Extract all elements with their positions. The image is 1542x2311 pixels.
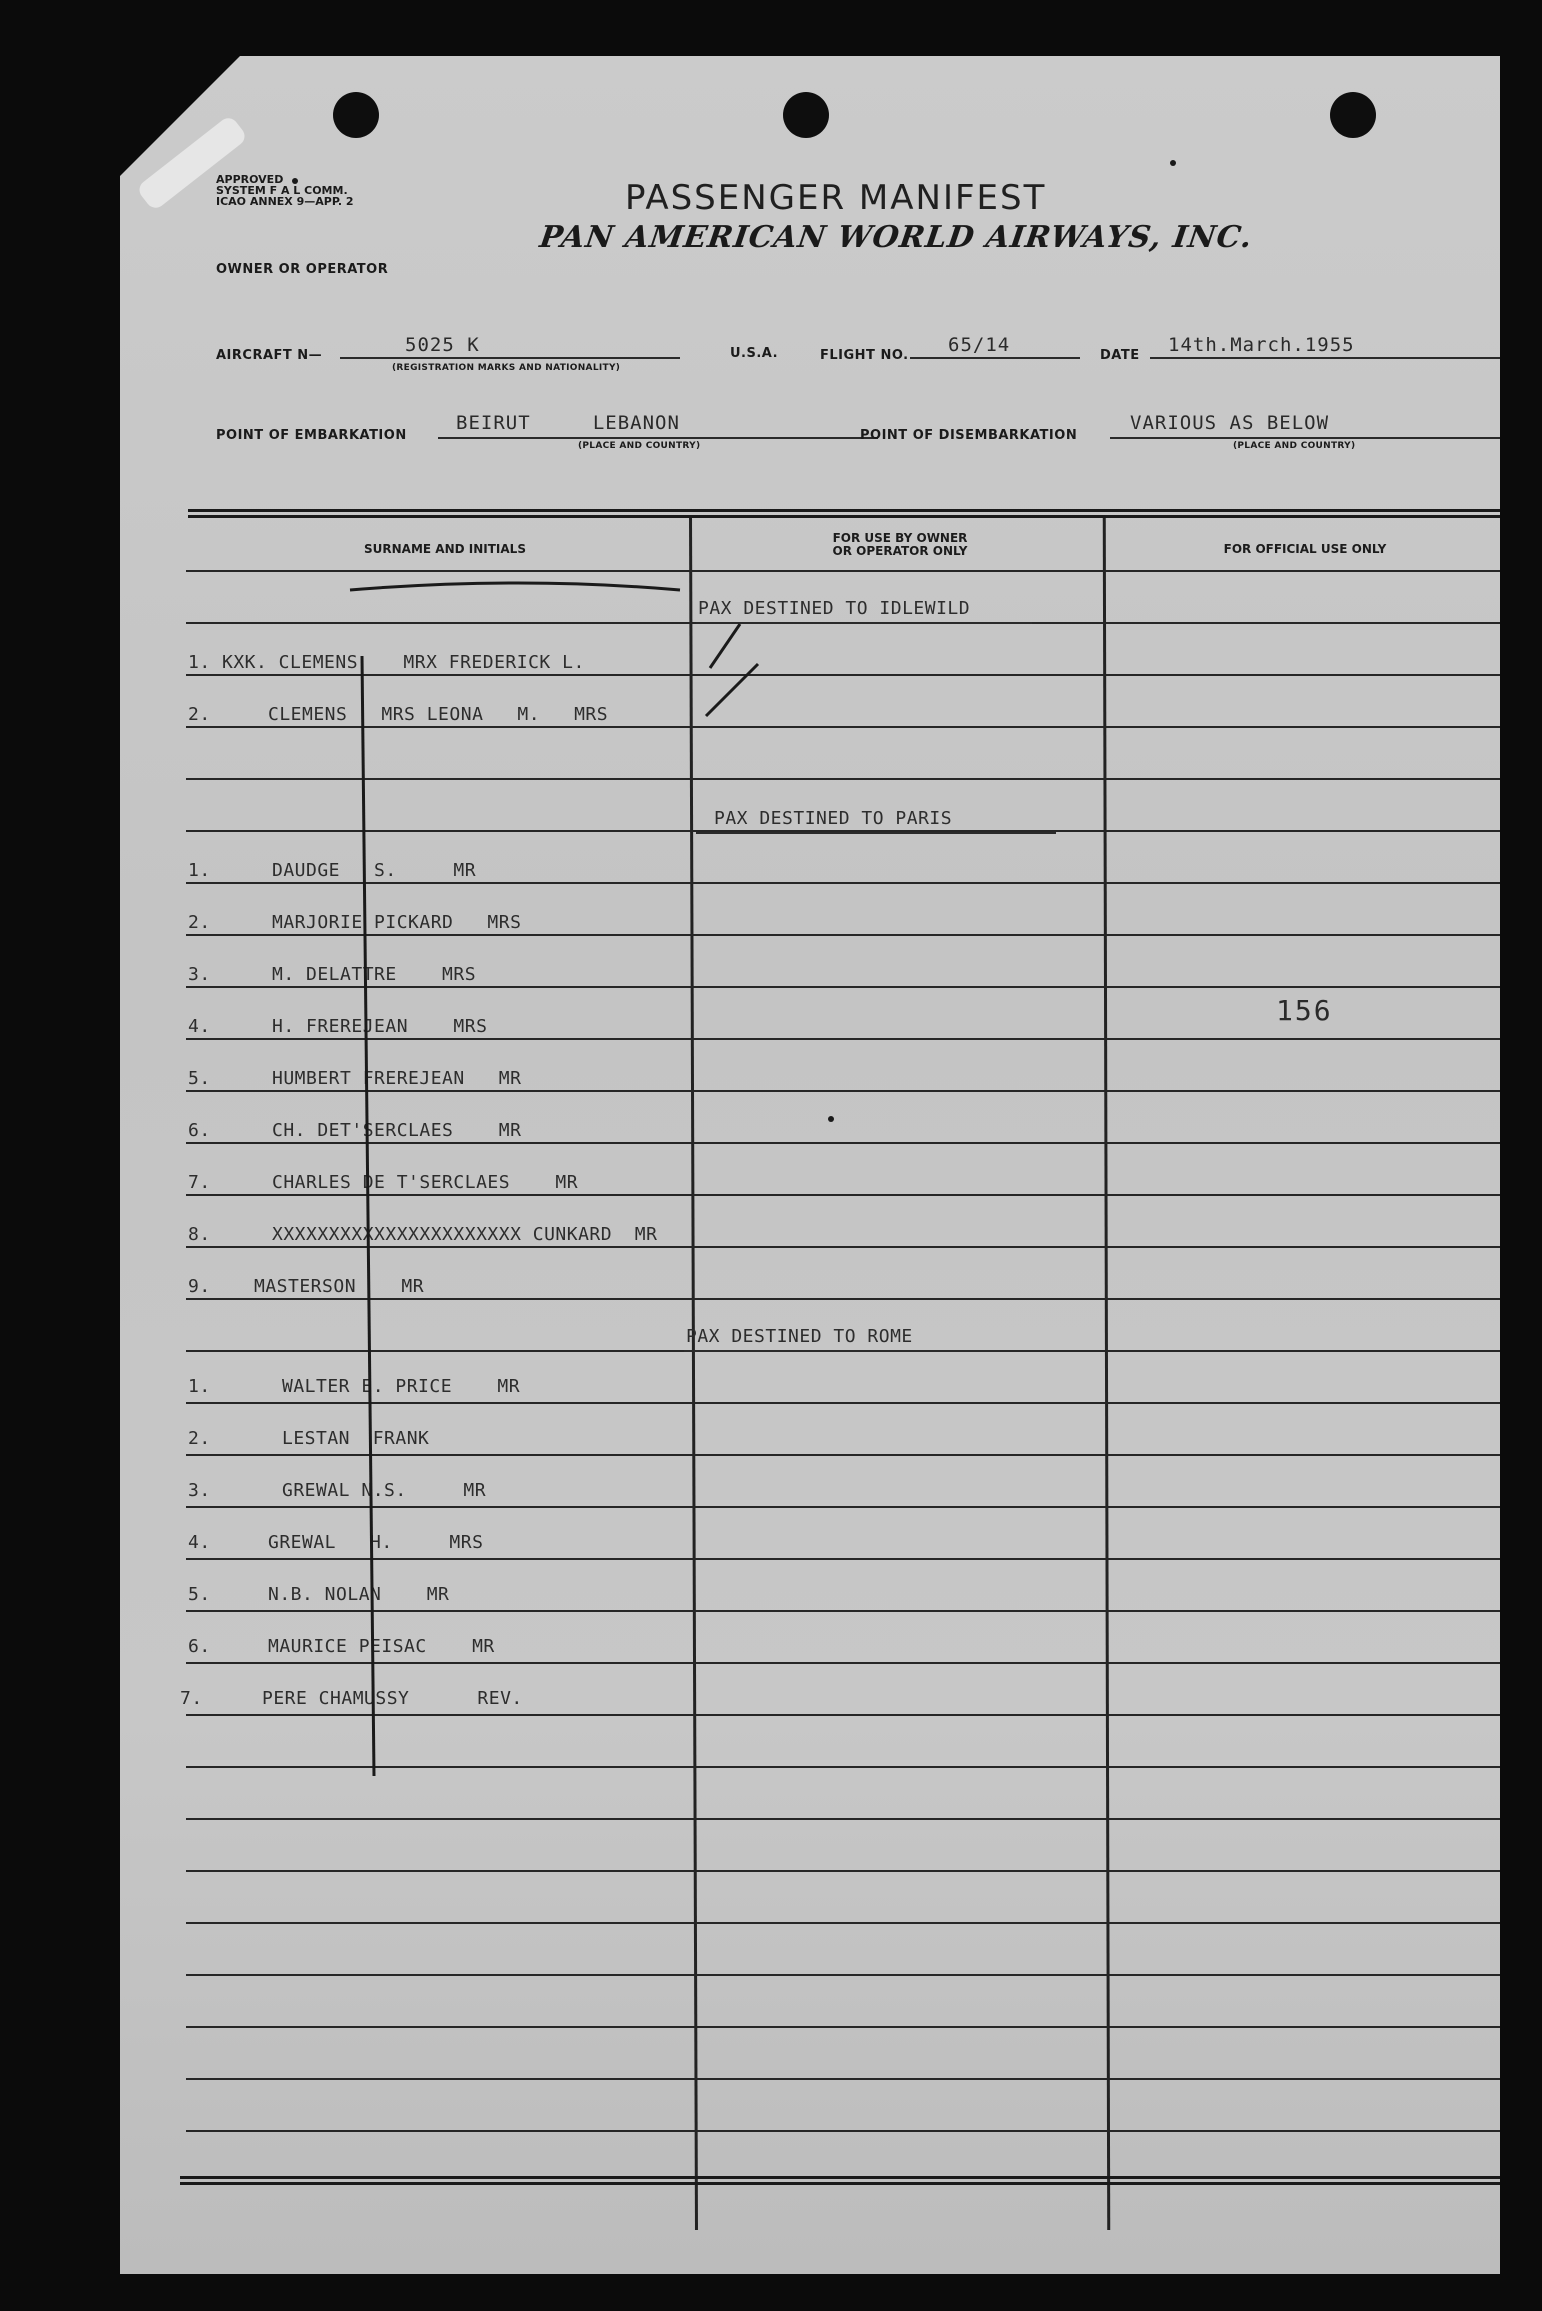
bottom-double-rule	[180, 2176, 1500, 2179]
section-heading-rome: PAX DESTINED TO ROME	[686, 1326, 913, 1347]
embarkation-sublabel: (PLACE AND COUNTRY)	[578, 441, 701, 451]
embarkation-value: BEIRUT LEBANON	[456, 412, 680, 434]
official-use-number: 156	[1276, 994, 1333, 1027]
row-number: 4.	[188, 1016, 211, 1037]
passenger-name: CLEMENS MRS LEONA M. MRS	[268, 704, 609, 725]
row-number: 2.	[188, 704, 211, 725]
row-number: 1.	[188, 652, 211, 673]
passenger-name: H. FREREJEAN MRS	[272, 1016, 488, 1037]
flight-label: FLIGHT NO.	[820, 348, 909, 363]
row-number: 8.	[188, 1224, 211, 1245]
passenger-name: PERE CHAMUSSY REV.	[262, 1688, 523, 1709]
disembarkation-label: POINT OF DISEMBARKATION	[860, 428, 1078, 443]
aircraft-label: AIRCRAFT N—	[216, 348, 323, 363]
disembarkation-sublabel: (PLACE AND COUNTRY)	[1233, 441, 1356, 451]
aircraft-value: 5025 K	[405, 334, 480, 356]
row-number: 6.	[188, 1120, 211, 1141]
section-heading-idlewild: PAX DESTINED TO IDLEWILD	[698, 598, 971, 619]
row-number: 5.	[188, 1584, 211, 1605]
passenger-name: MARJORIE PICKARD MRS	[272, 912, 522, 933]
row-number: 9.	[188, 1276, 211, 1297]
row-number: 1.	[188, 860, 211, 881]
official-use-column-header: FOR OFFICIAL USE ONLY	[1223, 542, 1387, 556]
company-name: PAN AMERICAN WORLD AIRWAYS, INC.	[537, 220, 1255, 255]
check-mark	[710, 624, 740, 668]
row-number: 7.	[180, 1688, 203, 1709]
pen-stroke	[350, 583, 680, 590]
flight-value: 65/14	[948, 334, 1011, 356]
row-number: 5.	[188, 1068, 211, 1089]
owner-use-column-header: FOR USE BY OWNER OR OPERATOR ONLY	[832, 531, 968, 558]
passenger-name: CHARLES DE T'SERCLAES MR	[272, 1172, 579, 1193]
passenger-name: HUMBERT FREREJEAN MR	[272, 1068, 522, 1089]
passenger-name: WALTER E. PRICE MR	[282, 1376, 521, 1397]
check-mark	[706, 664, 758, 716]
bottom-double-rule	[180, 2182, 1500, 2185]
row-number: 6.	[188, 1636, 211, 1657]
pen-vertical-line	[362, 656, 374, 1776]
passenger-name: XXXXXXXXXXXXXXXXXXXXXX CUNKARD MR	[272, 1224, 658, 1245]
row-number: 3.	[188, 964, 211, 985]
passenger-name: MAURICE PEISAC MR	[268, 1636, 495, 1657]
passenger-name: N.B. NOLAN MR	[268, 1584, 450, 1605]
passenger-name: MASTERSON MR	[254, 1276, 425, 1297]
owner-label: OWNER OR OPERATOR	[216, 262, 389, 277]
usa-label: U.S.A.	[730, 346, 779, 361]
page-title: PASSENGER MANIFEST	[625, 178, 1047, 218]
row-number: 1.	[188, 1376, 211, 1397]
passenger-name: GREWAL H. MRS	[268, 1532, 484, 1553]
embarkation-label: POINT OF EMBARKATION	[216, 428, 407, 443]
date-label: DATE	[1100, 348, 1140, 363]
handwritten-marks	[120, 56, 1500, 2274]
manifest-page	[120, 56, 1500, 2274]
row-number: 2.	[188, 1428, 211, 1449]
disembarkation-value: VARIOUS AS BELOW	[1130, 412, 1330, 434]
section-heading-paris: PAX DESTINED TO PARIS	[714, 808, 953, 829]
passenger-name: LESTAN FRANK	[282, 1428, 430, 1449]
row-number: 2.	[188, 912, 211, 933]
row-number: 3.	[188, 1480, 211, 1501]
date-value: 14th.March.1955	[1168, 334, 1355, 356]
passenger-name: KXK. CLEMENS MRX FREDERICK L.	[222, 652, 585, 673]
surname-column-header: SURNAME AND INITIALS	[364, 542, 526, 556]
passenger-name: DAUDGE S. MR	[272, 860, 477, 881]
passenger-name: CH. DET'SERCLAES MR	[272, 1120, 522, 1141]
passenger-name: M. DELATTRE MRS	[272, 964, 477, 985]
aircraft-sublabel: (REGISTRATION MARKS AND NATIONALITY)	[392, 363, 621, 373]
row-number: 7.	[188, 1172, 211, 1193]
approval-note: APPROVED SYSTEM F A L COMM. ICAO ANNEX 9—APP. 2	[216, 173, 354, 208]
row-number: 4.	[188, 1532, 211, 1553]
passenger-name: GREWAL N.S. MR	[282, 1480, 487, 1501]
